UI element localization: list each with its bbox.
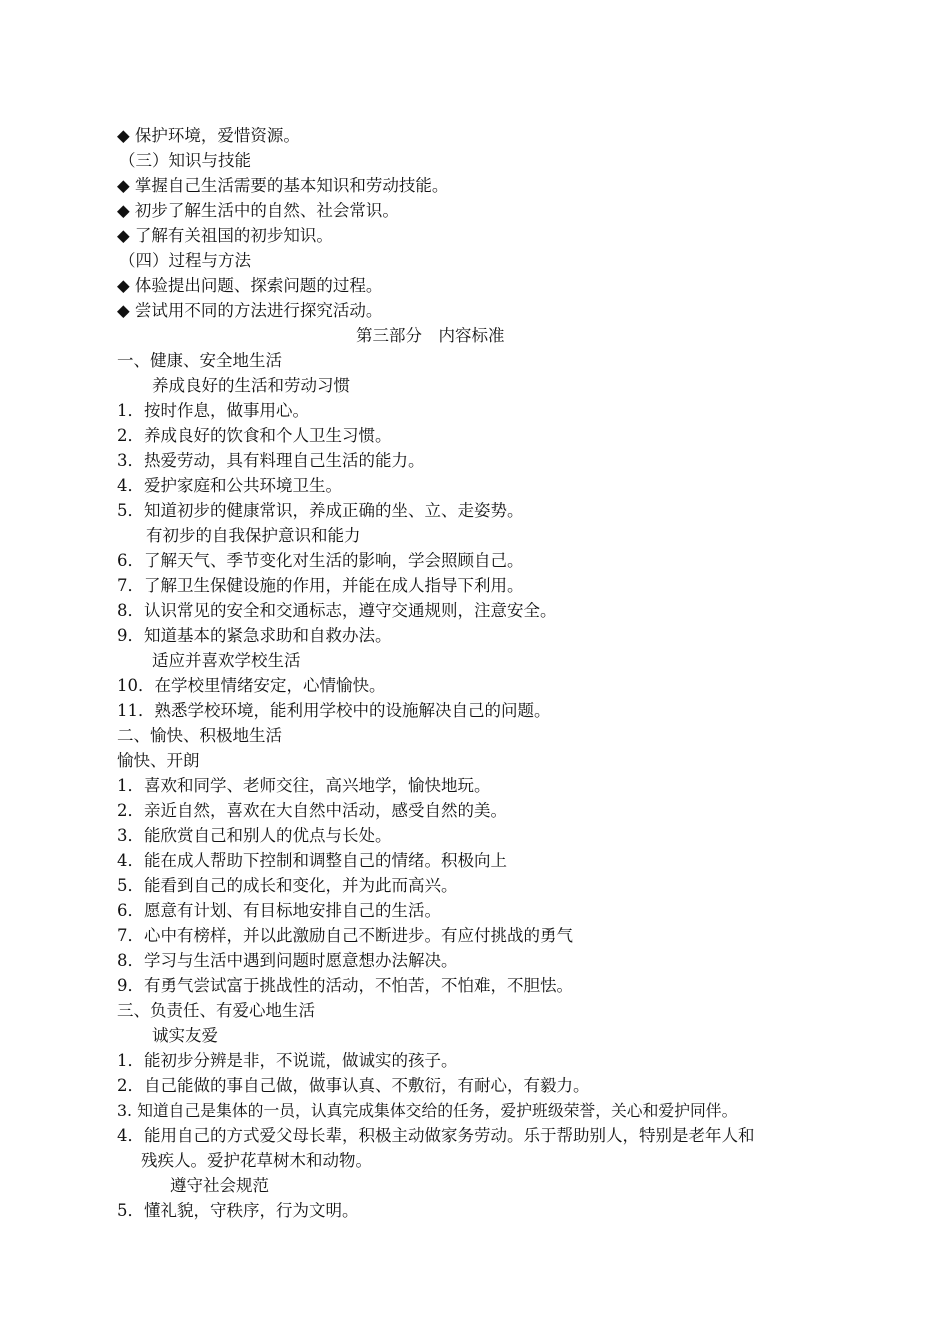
list-item: 5．能看到自己的成长和变化，并为此而高兴。 xyxy=(117,876,458,895)
subsection-heading: 养成良好的生活和劳动习惯 xyxy=(152,376,350,395)
list-item: 6．了解天气、季节变化对生活的影响，学会照顾自己。 xyxy=(117,551,524,570)
bullet-line: ◆ 体验提出问题、探索问题的过程。 xyxy=(117,276,383,295)
list-item: 1．喜欢和同学、老师交往，高兴地学，愉快地玩。 xyxy=(117,776,491,795)
chapter-heading: 一、健康、安全地生活 xyxy=(117,351,282,370)
part-title: 第三部分 内容标准 xyxy=(356,326,505,345)
bullet-line: ◆ 保护环境，爱惜资源。 xyxy=(117,126,300,145)
subsection-heading: 遵守社会规范 xyxy=(170,1176,269,1195)
list-item: 8．学习与生活中遇到问题时愿意想办法解决。 xyxy=(117,951,458,970)
list-item: 3．热爱劳动，具有料理自己生活的能力。 xyxy=(117,451,425,470)
list-item: 2．自己能做的事自己做，做事认真、不敷衍，有耐心，有毅力。 xyxy=(117,1076,590,1095)
list-item: 10．在学校里情绪安定，心情愉快。 xyxy=(117,676,386,695)
list-item: 3．能欣赏自己和别人的优点与长处。 xyxy=(117,826,392,845)
section-heading: （三）知识与技能 xyxy=(119,151,251,170)
section-heading: （四）过程与方法 xyxy=(119,251,251,270)
list-item: 5．知道初步的健康常识，养成正确的坐、立、走姿势。 xyxy=(117,501,524,520)
list-item: 3. 知道自己是集体的一员，认真完成集体交给的任务，爱护班级荣誉，关心和爱护同伴。 xyxy=(117,1101,738,1120)
list-item: 9．有勇气尝试富于挑战性的活动，不怕苦，不怕难，不胆怯。 xyxy=(117,976,573,995)
list-item: 2．养成良好的饮食和个人卫生习惯。 xyxy=(117,426,392,445)
list-item: 4．爱护家庭和公共环境卫生。 xyxy=(117,476,342,495)
list-item: 8．认识常见的安全和交通标志，遵守交通规则，注意安全。 xyxy=(117,601,557,620)
subsection-heading: 有初步的自我保护意识和能力 xyxy=(146,526,361,545)
list-item: 4．能用自己的方式爱父母长辈，积极主动做家务劳动。乐于帮助别人，特别是老年人和 xyxy=(117,1126,755,1145)
bullet-line: ◆ 尝试用不同的方法进行探究活动。 xyxy=(117,301,383,320)
list-item: 5．懂礼貌，守秩序，行为文明。 xyxy=(117,1201,359,1220)
list-item: 6．愿意有计划、有目标地安排自己的生活。 xyxy=(117,901,441,920)
bullet-line: ◆ 初步了解生活中的自然、社会常识。 xyxy=(117,201,399,220)
subsection-heading: 适应并喜欢学校生活 xyxy=(152,651,301,670)
list-item: 4．能在成人帮助下控制和调整自己的情绪。积极向上 xyxy=(117,851,507,870)
bullet-line: ◆ 掌握自己生活需要的基本知识和劳动技能。 xyxy=(117,176,449,195)
list-item-continuation: 残疾人。爱护花草树木和动物。 xyxy=(141,1151,372,1170)
bullet-line: ◆ 了解有关祖国的初步知识。 xyxy=(117,226,333,245)
list-item: 1．能初步分辨是非，不说谎，做诚实的孩子。 xyxy=(117,1051,458,1070)
list-item: 9．知道基本的紧急求助和自救办法。 xyxy=(117,626,392,645)
list-item: 11．熟悉学校环境，能利用学校中的设施解决自己的问题。 xyxy=(117,701,551,720)
list-item: 1．按时作息，做事用心。 xyxy=(117,401,309,420)
chapter-heading: 三、负责任、有爱心地生活 xyxy=(117,1001,315,1020)
list-item: 2．亲近自然，喜欢在大自然中活动，感受自然的美。 xyxy=(117,801,507,820)
subsection-heading: 诚实友爱 xyxy=(152,1026,218,1045)
list-item: 7．心中有榜样，并以此激励自己不断进步。有应付挑战的勇气 xyxy=(117,926,573,945)
subsection-heading: 愉快、开朗 xyxy=(117,751,200,770)
chapter-heading: 二、愉快、积极地生活 xyxy=(117,726,282,745)
list-item: 7．了解卫生保健设施的作用，并能在成人指导下利用。 xyxy=(117,576,524,595)
